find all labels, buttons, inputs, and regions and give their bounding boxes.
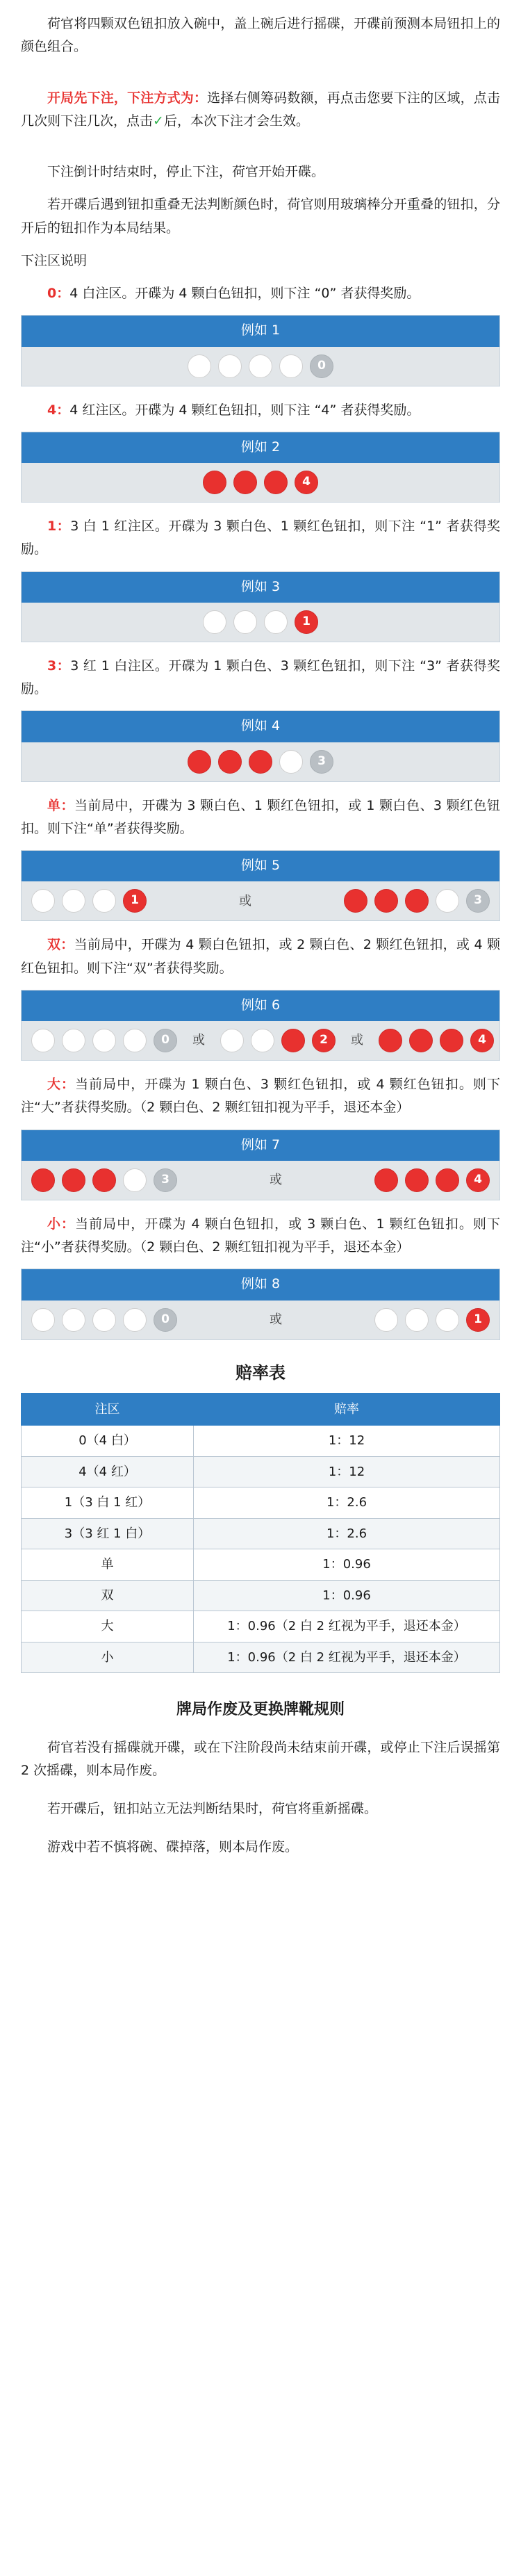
cell-bet-area: 3（3 红 1 白） [22, 1518, 194, 1549]
button-chip-white [264, 610, 288, 634]
rule-text [21, 515, 500, 562]
table-row [22, 1487, 500, 1519]
rule-label: 3： [47, 658, 71, 674]
example-card [21, 1269, 500, 1339]
rule-label: 0： [47, 286, 70, 301]
button-chip-white [249, 354, 272, 378]
button-chip-white [123, 1308, 147, 1332]
cell-bet-area: 0（4 白） [22, 1426, 194, 1457]
example-chip-row [22, 881, 499, 920]
button-chip-red [374, 1168, 398, 1192]
button-chip-red [92, 1168, 116, 1192]
example-title: 例如 3 [22, 572, 499, 603]
rule-text [21, 282, 500, 305]
button-chip-red: 4 [466, 1168, 490, 1192]
cell-bet-area: 4（4 红） [22, 1456, 194, 1487]
button-chip-grey: 0 [310, 354, 333, 378]
button-chip-red [405, 889, 429, 913]
button-chip-red [203, 471, 226, 494]
example-chip-row [22, 603, 499, 642]
example-title: 例如 5 [22, 851, 499, 881]
check-icon: ✓ [153, 113, 164, 129]
chip-group [188, 354, 333, 378]
button-chip-red: 4 [470, 1029, 494, 1052]
cell-bet-area: 大 [22, 1611, 194, 1642]
example-card [21, 850, 500, 921]
button-chip-red: 1 [123, 889, 147, 913]
chip-group [188, 750, 333, 774]
rule-description: 当前局中，开碟为 3 颗白色、1 颗红色钮扣，或 1 颗白色、3 颗红色钮扣。则下注“单”者获得奖励。 [21, 797, 500, 836]
rule-description: 4 白注区。开碟为 4 颗白色钮扣，则下注 “0” 者获得奖励。 [69, 286, 420, 301]
rule-text [21, 794, 500, 841]
button-chip-red [405, 1168, 429, 1192]
example-card [21, 990, 500, 1061]
button-chip-white [31, 1029, 55, 1052]
table-row [22, 1426, 500, 1457]
button-chip-grey: 3 [310, 750, 333, 774]
table-header-row [22, 1393, 500, 1426]
button-chip-red [62, 1168, 85, 1192]
rule-text [21, 655, 500, 701]
button-chip-red [344, 889, 367, 913]
button-chip-red [436, 1168, 459, 1192]
rule-description: 当前局中，开碟为 4 颗白色钮扣，或 2 颗白色、2 颗红色钮扣，或 4 颗红色钮扣。则下注“双”者获得奖励。 [21, 937, 500, 976]
cell-odds: 1：0.96（2 白 2 红视为平手，退还本金） [194, 1611, 500, 1642]
cell-odds: 1：0.96（2 白 2 红视为平手，退还本金） [194, 1642, 500, 1673]
button-chip-red [233, 471, 257, 494]
button-chip-red [440, 1029, 463, 1052]
button-chip-white [251, 1029, 274, 1052]
chip-group [31, 1308, 177, 1332]
button-chip-white [188, 354, 211, 378]
button-chip-white [62, 1029, 85, 1052]
button-chip-white [279, 750, 303, 774]
example-title: 例如 2 [22, 432, 499, 463]
spacer [21, 69, 500, 87]
button-chip-grey: 3 [154, 1168, 177, 1192]
cell-odds: 1：12 [194, 1426, 500, 1457]
example-card [21, 1130, 500, 1200]
button-chip-white [62, 889, 85, 913]
void-rule-paragraph: 游戏中若不慎将碗、碟掉落，则本局作废。 [47, 1839, 299, 1855]
rule-text [21, 934, 500, 980]
example-card [21, 710, 500, 781]
example-title: 例如 8 [22, 1269, 499, 1300]
button-chip-red: 2 [312, 1029, 336, 1052]
rule-text [21, 399, 500, 422]
button-chip-grey: 0 [154, 1308, 177, 1332]
button-chip-red [409, 1029, 433, 1052]
button-chip-white [279, 354, 303, 378]
payout-table [21, 1393, 500, 1674]
table-row [22, 1549, 500, 1581]
cell-bet-area: 双 [22, 1580, 194, 1611]
example-chip-row [22, 347, 499, 386]
intro-paragraph-4: 若开碟后遇到钮扣重叠无法判断颜色时，荷官则用玻璃棒分开重叠的钮扣，分开后的钮扣作为本局结果。 [21, 197, 500, 236]
example-card [21, 571, 500, 642]
button-chip-red: 1 [466, 1308, 490, 1332]
rule-label: 4： [47, 402, 70, 418]
example-separator: 或 [270, 1312, 282, 1327]
chip-group [374, 1168, 490, 1192]
example-separator: 或 [351, 1033, 363, 1048]
void-rule-paragraph: 荷官若没有摇碟就开碟，或在下注阶段尚未结束前开碟，或停止下注后误摇第 2 次摇碟，则本局作废。 [21, 1739, 500, 1778]
cell-bet-area: 1（3 白 1 红） [22, 1487, 194, 1519]
rules-container [21, 282, 500, 1340]
button-chip-red [218, 750, 242, 774]
table-row [22, 1518, 500, 1549]
rule-description: 当前局中，开碟为 4 颗白色钮扣，或 3 颗白色、1 颗红色钮扣。则下注“小”者获得奖励。（2 颗白色、2 颗红钮扣视为平手，退还本金） [21, 1216, 500, 1255]
button-chip-white [31, 1308, 55, 1332]
button-chip-white [92, 1308, 116, 1332]
cell-odds: 1：2.6 [194, 1487, 500, 1519]
table-row [22, 1580, 500, 1611]
void-rules-title: 牌局作废及更换牌靴规则 [176, 1701, 345, 1718]
header-odds: 赔率 [194, 1393, 500, 1426]
cell-bet-area: 小 [22, 1642, 194, 1673]
chip-group [203, 471, 318, 494]
spacer [21, 142, 500, 161]
chip-group [31, 889, 147, 913]
betting-method-text-a: 选择右侧筹码数额，再点击您要下注的区域，点击几次则下注几次，点击 [21, 90, 500, 129]
rule-label: 小： [47, 1216, 76, 1232]
cell-odds: 1：2.6 [194, 1518, 500, 1549]
table-row [22, 1611, 500, 1642]
rule-description: 4 红注区。开碟为 4 颗红色钮扣，则下注 “4” 者获得奖励。 [69, 402, 420, 418]
cell-bet-area: 单 [22, 1549, 194, 1581]
rule-label: 单： [47, 797, 74, 813]
betting-area-section-title: 下注区说明 [21, 252, 88, 268]
button-chip-white [436, 1308, 459, 1332]
button-chip-red [188, 750, 211, 774]
button-chip-red [264, 471, 288, 494]
button-chip-white [203, 610, 226, 634]
betting-method-text-b: 后，本次下注才会生效。 [163, 113, 309, 129]
button-chip-grey: 3 [466, 889, 490, 913]
chip-group [379, 1029, 494, 1052]
example-separator: 或 [192, 1033, 205, 1048]
betting-method-label: 开局先下注，下注方式为： [47, 90, 208, 106]
example-chip-row [22, 463, 499, 502]
example-chip-row [22, 1021, 499, 1060]
example-separator: 或 [239, 893, 251, 908]
intro-paragraph-1: 荷官将四颗双色钮扣放入碗中，盖上碗后进行摇碟，开碟前预测本局钮扣上的颜色组合。 [21, 16, 500, 55]
table-row [22, 1642, 500, 1673]
button-chip-white [218, 354, 242, 378]
rule-text [21, 1213, 500, 1260]
button-chip-red: 1 [295, 610, 318, 634]
button-chip-red [31, 1168, 55, 1192]
intro-paragraph-2 [21, 87, 500, 133]
button-chip-red [249, 750, 272, 774]
example-chip-row [22, 742, 499, 781]
rule-description: 3 红 1 白注区。开碟为 1 颗白色、3 颗红色钮扣，则下注 “3” 者获得奖励。 [21, 658, 500, 696]
void-rules-body [21, 1736, 500, 1859]
button-chip-white [123, 1029, 147, 1052]
example-chip-row [22, 1301, 499, 1339]
button-chip-red [379, 1029, 402, 1052]
chip-group [31, 1029, 177, 1052]
rule-description: 当前局中，开碟为 1 颗白色、3 颗红色钮扣，或 4 颗红色钮扣。则下注“大”者获得奖励。（2 颗白色、2 颗红钮扣视为平手，退还本金） [21, 1077, 500, 1116]
button-chip-white [220, 1029, 244, 1052]
example-card [21, 432, 500, 503]
example-separator: 或 [270, 1173, 282, 1187]
chip-group [203, 610, 318, 634]
table-row [22, 1456, 500, 1487]
button-chip-white [405, 1308, 429, 1332]
button-chip-red [374, 889, 398, 913]
example-chip-row [22, 1161, 499, 1200]
example-title: 例如 4 [22, 711, 499, 742]
button-chip-white [123, 1168, 147, 1192]
cell-odds: 1：0.96 [194, 1580, 500, 1611]
button-chip-grey: 0 [154, 1029, 177, 1052]
example-title: 例如 1 [22, 316, 499, 346]
button-chip-white [436, 889, 459, 913]
button-chip-white [92, 1029, 116, 1052]
chip-group [344, 889, 490, 913]
button-chip-white [374, 1308, 398, 1332]
example-title: 例如 6 [22, 991, 499, 1021]
button-chip-red [281, 1029, 305, 1052]
chip-group [220, 1029, 336, 1052]
button-chip-white [62, 1308, 85, 1332]
cell-odds: 1：0.96 [194, 1549, 500, 1581]
example-title: 例如 7 [22, 1130, 499, 1161]
button-chip-red: 4 [295, 471, 318, 494]
rule-label: 双： [47, 937, 74, 953]
rule-label: 1： [47, 519, 71, 534]
example-card [21, 315, 500, 386]
button-chip-white [92, 889, 116, 913]
cell-odds: 1：12 [194, 1456, 500, 1487]
payout-table-title: 赔率表 [235, 1362, 286, 1383]
rule-text [21, 1073, 500, 1120]
rule-description: 3 白 1 红注区。开碟为 3 颗白色、1 颗红色钮扣，则下注 “1” 者获得奖励。 [21, 519, 500, 557]
rule-label: 大： [47, 1077, 76, 1092]
intro-paragraph-3: 下注倒计时结束时，停止下注，荷官开始开碟。 [47, 164, 325, 179]
button-chip-white [31, 889, 55, 913]
void-rule-paragraph: 若开碟后，钮扣站立无法判断结果时，荷官将重新摇碟。 [47, 1801, 378, 1816]
chip-group [374, 1308, 490, 1332]
button-chip-white [233, 610, 257, 634]
header-bet-area: 注区 [22, 1393, 194, 1426]
chip-group [31, 1168, 177, 1192]
